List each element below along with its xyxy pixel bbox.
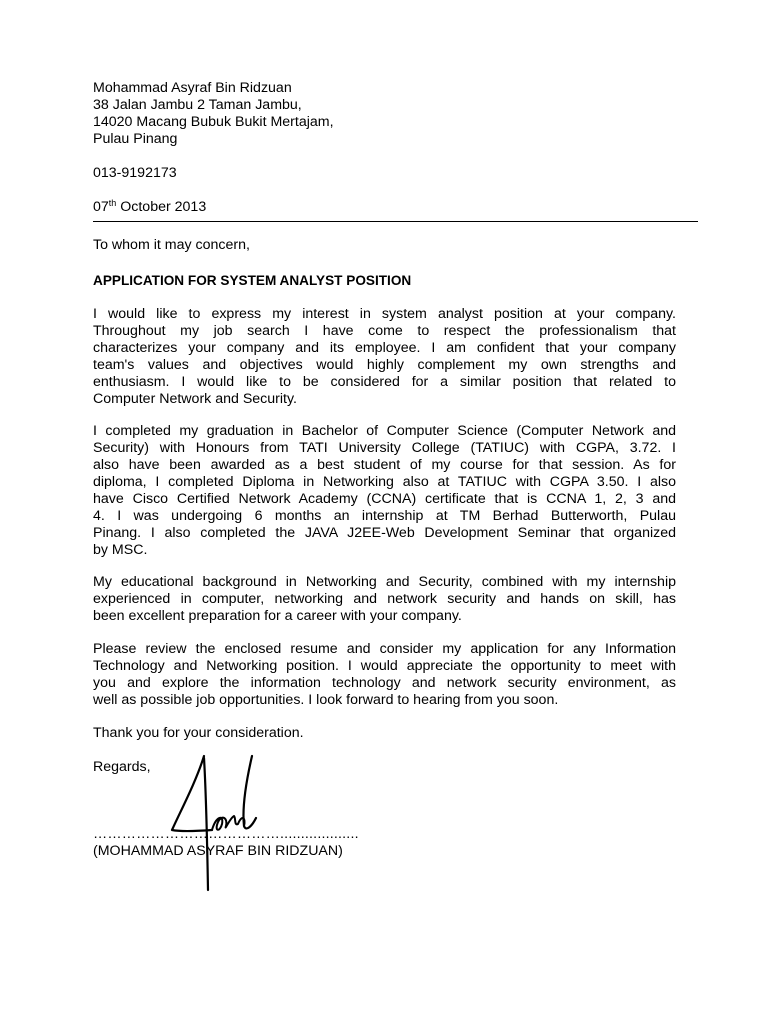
subject-heading: APPLICATION FOR SYSTEM ANALYST POSITION xyxy=(93,273,412,288)
paragraph-line: well as possible job opportunities. I look forward to hearing from you soon. xyxy=(93,692,559,708)
paragraph-request xyxy=(93,641,676,709)
sender-name: Mohammad Asyraf Bin Ridzuan xyxy=(93,80,292,96)
paragraph-line: Security) with Honours from TATI University College (TATIUC) with CGPA, 3.72. I xyxy=(93,440,676,456)
paragraph-line: team's values and objectives would highly complement my own strengths and xyxy=(93,357,676,373)
paragraph-line: Throughout my job search I have come to respect the professionalism that xyxy=(93,323,676,339)
paragraph-line: experienced in computer, networking and network security and hands on skill, has xyxy=(93,591,676,607)
signatory-name: (MOHAMMAD ASYRAF BIN RIDZUAN) xyxy=(93,843,343,859)
paragraph-background xyxy=(93,574,676,625)
paragraph-interest xyxy=(93,306,676,408)
paragraph-line: Please review the enclosed resume and consider my application for any Information xyxy=(93,641,676,657)
sender-address-line1: 38 Jalan Jambu 2 Taman Jambu, xyxy=(93,97,302,113)
signature-line: …………………………………................... xyxy=(93,826,359,842)
sender-phone: 013-9192173 xyxy=(93,165,177,181)
sender-address-line2: 14020 Macang Bubuk Bukit Mertajam, xyxy=(93,114,334,130)
paragraph-line: by MSC. xyxy=(93,542,148,558)
paragraph-line: diploma, I completed Diploma in Networking also at TATIUC with CGPA 3.50. I also xyxy=(93,474,676,490)
paragraph-education xyxy=(93,423,676,559)
paragraph-line: Computer Network and Security. xyxy=(93,391,297,407)
paragraph-line: enthusiasm. I would like to be considered for a similar position that related to xyxy=(93,374,676,390)
paragraph-line: I would like to express my interest in system analyst position at your company. xyxy=(93,306,676,322)
paragraph-line: also have been awarded as a best student of my course for that session. As for xyxy=(93,457,676,473)
paragraph-line: Pinang. I also completed the JAVA J2EE-Web Development Seminar that organized xyxy=(93,525,676,541)
paragraph-line: Technology and Networking position. I would appreciate the opportunity to meet with xyxy=(93,658,676,674)
date-suffix: th xyxy=(108,198,117,208)
sender-address-line3: Pulau Pinang xyxy=(93,131,178,147)
handwritten-signature xyxy=(160,752,270,892)
header-divider xyxy=(93,221,698,222)
closing-thanks: Thank you for your consideration. xyxy=(93,725,304,741)
paragraph-line: My educational background in Networking and Security, combined with my internship xyxy=(93,574,676,590)
paragraph-line: been excellent preparation for a career with your company. xyxy=(93,608,462,624)
date-rest: October 2013 xyxy=(116,199,207,215)
paragraph-line: have Cisco Certified Network Academy (CCNA) certificate that is CCNA 1, 2, 3 and xyxy=(93,491,676,507)
date-day: 07 xyxy=(93,199,109,215)
paragraph-line: you and explore the information technology and network security environment, as xyxy=(93,675,676,691)
closing-regards: Regards, xyxy=(93,759,151,775)
salutation: To whom it may concern, xyxy=(93,237,250,253)
paragraph-line: characterizes your company and its employee. I am confident that your company xyxy=(93,340,676,356)
letter-date xyxy=(93,199,206,216)
paragraph-line: 4. I was undergoing 6 months an internship at TM Berhad Butterworth, Pulau xyxy=(93,508,676,524)
paragraph-line: I completed my graduation in Bachelor of Computer Science (Computer Network and xyxy=(93,423,676,439)
